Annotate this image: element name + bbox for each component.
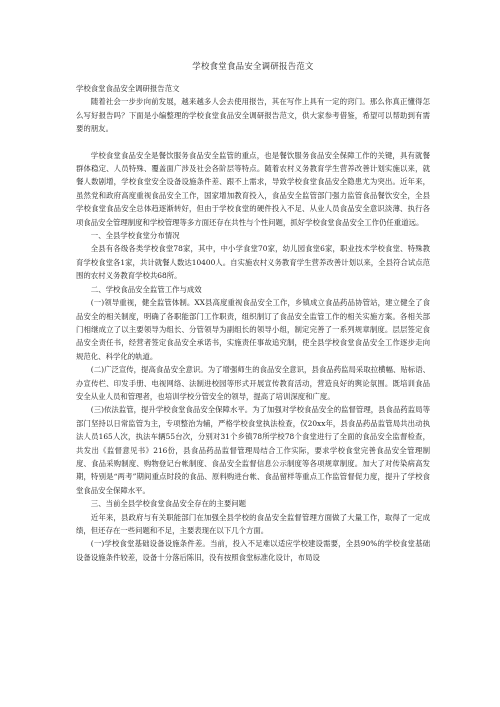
body-paragraph-1: 学校食堂食品安全是餐饮服务食品安全监管的重点，也是餐饮服务食品安全保障工作的关键，具有就餐群体稳定、人员特殊、覆盖面广涉及社会各阶层等特点。随着农村义务教育学生营养改善计划实施以来，就餐人数剧增，学校食堂安全设备设施条件差、跟不上需求，导致学校食堂食品安全隐患尤为突出。近年来，虽然党和政府高度重视食品安全工作，国家增加教育投入，食品安全监管部门强力监管食品餐饮安全，全县学校食堂食品安全总体趋逐渐转好，但由于学校食堂的硬件投入不足、从业人员食品安全意识淡薄、执行各项食品安全管理制度和学校管理等多方面还存在共性与个性问题，抓好学校食堂食品安全工作仍任重道远。 [76,150,430,227]
intro-paragraph: 随着社会一步步向前发展，越来越多人会去使用报告，其在写作上具有一定的窍门。那么你真正懂得怎么写好报告吗？下面是小编整理的学校食堂食品安全调研报告范文，供大家参考借鉴，希望可以帮助到有需要的朋友。 [76,97,430,134]
body-paragraph-4: (二)广泛宣传，提高食品安全意识。为了增强师生的食品安全意识，县食品药监局采取拉横幅、贴标语、办宣传栏、印发手册、电视网络、法制进校园等形式开展宣传教育活动，营造良好的舆论氛围。既培训食品安全从业人员和管理者，也培训学校分管安全的领导，提高了培训深度和广度。 [76,365,430,401]
section-heading-1: 一、全县学校食堂分布情况 [90,231,180,241]
paragraph-gap [76,136,430,149]
document-title: 学校食堂食品安全调研报告范文 [192,61,314,71]
body-paragraph-2: 全县有各级各类学校食堂78家，其中，中小学食堂70家，幼儿园食堂6家，职业技术学校食堂、特殊教育学校食堂各1家，共计就餐人数达10400人。自实施农村义务教育学生营养改善计划以来，全县符合试点范围的农村义务教育学校共68所。 [76,244,430,281]
body-paragraph-5: (三)依法监管，提升学校食堂食品安全保障水平。为了加强对学校食品安全的监督管理，县食品药监局等部门坚持以日常监管为主，专项整治为辅，严格学校食堂执法检查，仅20xx年，县食品药品监管局共出动执法人员165人次，执法车辆55台次，分别对31个乡镇78所学校78个食堂进行了全面的食品安全监督检查，共发出《监督意见书》216份，县食品药品监督管理局结合工作实际，要求学校食堂完善食品安全管理制度、食品采购制度、购物登记台帐制度、食品安全监督信息公示制度等各项规章制度。加大了对传染病高发期，特别是“两考”期间重点时段的食品、原料购进台帐、食品留样等重点工作监管督促力度，提升了学校食堂食品安全保障水平。 [76,405,430,495]
body-paragraph-3: (一)领导重视，健全监管体制。XX县高度重视食品安全工作，乡镇成立食品药品协管站，建立健全了食品安全的相关制度，明确了各职能部门工作职责，组织制订了食品安全监管工作的相关实施方案。各相关部门相继成立了以主要领导为组长、分管领导为副组长的领导小组，制定完善了一系列规章制度。层层签定食品安全责任书，经营者签定食品安全承诺书，实施责任事故追究制，使全县学校食堂食品安全工作逐步走向规范化、科学化的轨道。 [76,298,430,361]
body-paragraph-6: 近年来，县政府与有关职能部门在加强全县学校的食品安全监督管理方面做了大量工作，取得了一定成绩，但还存在一些问题和不足，主要表现在以下几个方面。 [76,512,430,535]
section-heading-3: 三、当前全县学校食堂食品安全存在的主要问题 [90,499,247,509]
section-heading-2: 二、学校食品安全监管工作与成效 [90,284,202,294]
document-subtitle: 学校食堂食品安全调研报告范文 [76,84,180,93]
body-paragraph-7: (一)学校食堂基础设备设施条件差。当前，投入不足难以适应学校建设需要，全县90%的学校食堂基础设备设施条件较差，设备十分落后陈旧，没有按照食堂标准化设计，布局设 [76,539,430,562]
